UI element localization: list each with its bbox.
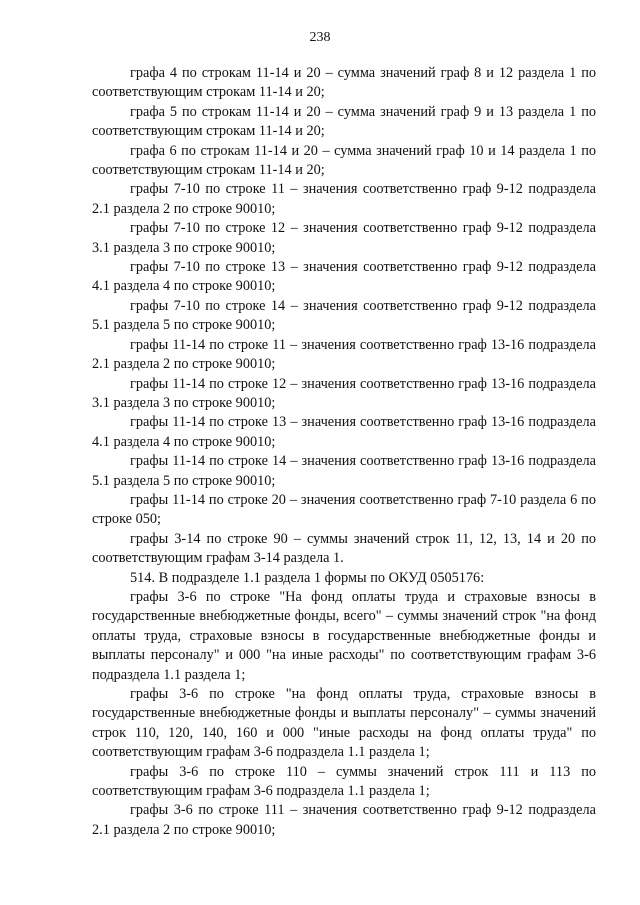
paragraph: графы 11-14 по строке 11 – значения соответственно граф 13-16 подраздела 2.1 раздела 2 по строке 90010; <box>92 336 596 373</box>
paragraph: графа 5 по строкам 11-14 и 20 – сумма значений граф 9 и 13 раздела 1 по соответствующим строкам 11-14 и 20; <box>92 103 596 140</box>
paragraph: графа 4 по строкам 11-14 и 20 – сумма значений граф 8 и 12 раздела 1 по соответствующим строкам 11-14 и 20; <box>92 65 596 101</box>
paragraph: графы 7-10 по строке 11 – значения соответственно граф 9-12 подраздела 2.1 раздела 2 по строке 90010; <box>92 181 596 217</box>
paragraph: графы 11-14 по строке 13 – значения соответственно граф 13-16 подраздела 4.1 раздела 4 по строке 90010; <box>92 414 596 450</box>
paragraph: графы 3-6 по строке 110 – суммы значений строк 111 и 113 по соответствующим графам 3-6 подраздела 1.1 раздела 1; <box>92 763 596 800</box>
section-heading: 514. В подразделе 1.1 раздела 1 формы по ОКУД 0505176: <box>130 569 485 586</box>
paragraph: графы 3-6 по строке "на фонд оплаты труда, страховые взносы в государственные внебюджетные фонды и выплаты персоналу" – суммы значений строк 110, 120, 140, 160 и 000 "иные расходы на фонд оплаты труда" по соответствующим графам 3-6 подраздела 1.1 раздела 1; <box>92 686 596 761</box>
paragraph: графы 3-14 по строке 90 – суммы значений строк 11, 12, 13, 14 и 20 по соответствующим графам 3-14 раздела 1. <box>92 530 596 567</box>
paragraph: графы 7-10 по строке 13 – значения соответственно граф 9-12 подраздела 4.1 раздела 4 по строке 90010; <box>92 259 596 295</box>
page-number: 238 <box>309 30 331 45</box>
paragraph: графы 7-10 по строке 12 – значения соответственно граф 9-12 подраздела 3.1 раздела 3 по строке 90010; <box>92 220 596 256</box>
paragraph: графы 11-14 по строке 14 – значения соответственно граф 13-16 подраздела 5.1 раздела 5 по строке 90010; <box>92 453 596 489</box>
paragraph: графы 11-14 по строке 12 – значения соответственно граф 13-16 подраздела 3.1 раздела 3 по строке 90010; <box>92 375 596 411</box>
paragraph: графы 3-6 по строке "На фонд оплаты труда и страховые взносы в государственные внебюджетные фонды, всего" – суммы значений строк "на фонд оплаты труда, страховые взносы в государственные внебюджетные фонды и выплаты персоналу" и 000 "на иные расходы" по соответствующим графам 3-6 подраздела 1.1 раздела 1; <box>92 588 596 683</box>
paragraph: графы 7-10 по строке 14 – значения соответственно граф 9-12 подраздела 5.1 раздела 5 по строке 90010; <box>92 297 596 334</box>
paragraph: графы 3-6 по строке 111 – значения соответственно граф 9-12 подраздела 2.1 раздела 2 по строке 90010; <box>92 802 596 838</box>
paragraph: графа 6 по строкам 11-14 и 20 – сумма значений граф 10 и 14 раздела 1 по соответствующим строкам 11-14 и 20; <box>92 142 596 179</box>
document-body <box>92 64 596 840</box>
paragraph: графы 11-14 по строке 20 – значения соответственно граф 7-10 раздела 6 по строке 050; <box>92 491 596 528</box>
